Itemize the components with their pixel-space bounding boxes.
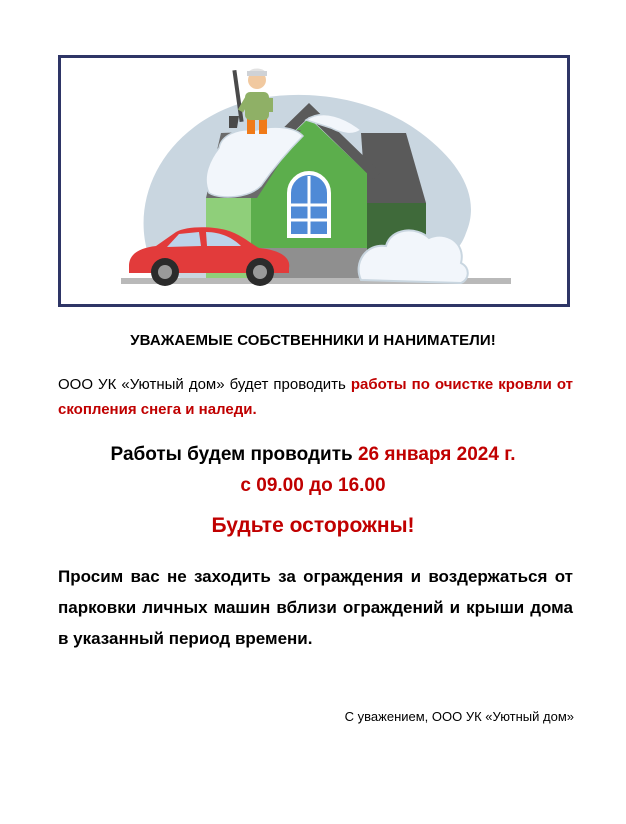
- schedule-date: 26 января 2024 г.: [357, 444, 516, 465]
- caution-text: Будьте осторожны!: [211, 514, 415, 537]
- schedule-prefix: Работы будем проводить: [110, 444, 358, 465]
- intro-paragraph: [58, 372, 573, 422]
- intro-highlight: работы по очистке кровли от скопления снега и наледи: [58, 376, 574, 418]
- intro-suffix: .: [252, 401, 257, 418]
- notice-heading: УВАЖАЕМЫЕ СОБСТВЕННИКИ И НАНИМАТЕЛИ!: [130, 332, 496, 349]
- schedule-time: с 09.00 до 16.00: [240, 475, 386, 496]
- schedule-block: [20, 439, 606, 501]
- worker-figure: [229, 69, 273, 135]
- house-snow-illustration: [61, 58, 567, 304]
- illustration-frame: [58, 55, 570, 307]
- signature: С уважением, ООО УК «Уютный дом»: [344, 709, 574, 724]
- request-paragraph: Просим вас не заходить за ограждения и воздержаться от парковки личных машин вблизи ограждений и крыши дома в указанный период времени.: [58, 567, 573, 648]
- intro-prefix: ООО УК «Уютный дом» будет проводить: [58, 376, 351, 393]
